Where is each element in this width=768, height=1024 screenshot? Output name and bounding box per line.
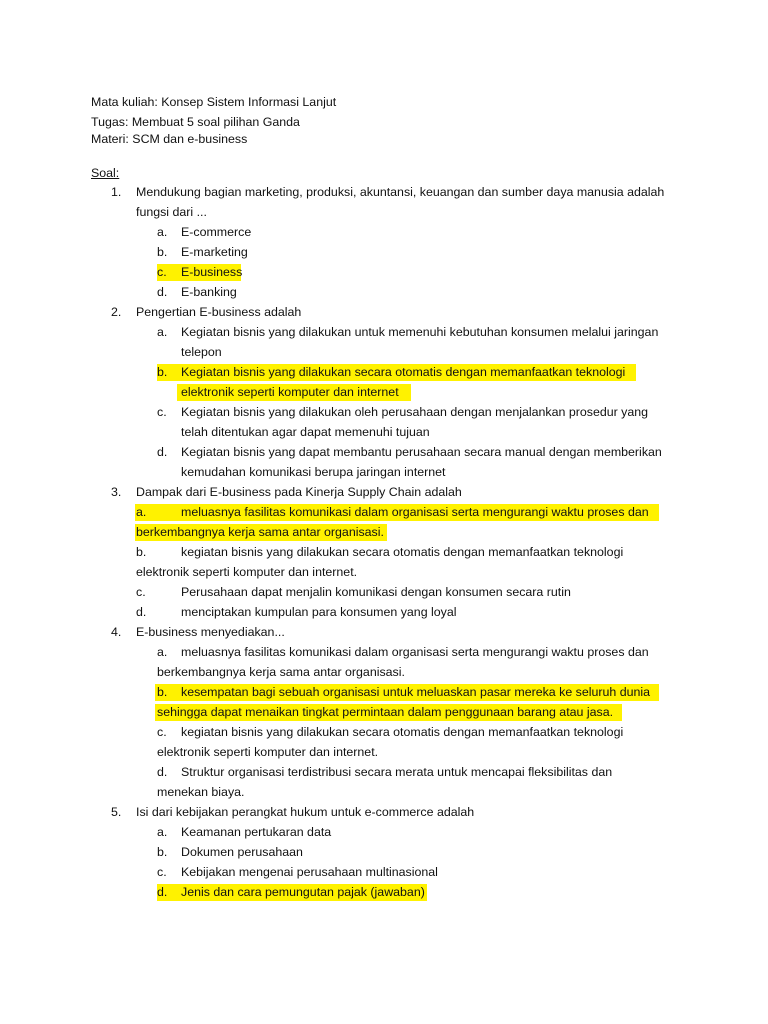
q1-option-b-letter: b. [157, 245, 168, 259]
question-1-text-line1: Mendukung bagian marketing, produksi, akuntansi, keuangan dan sumber daya manusia adalah [136, 185, 665, 199]
q2-option-a-line2: telepon [181, 345, 222, 359]
q5-option-c-letter: c. [157, 865, 167, 879]
q4-option-c-line2: elektronik seperti komputer dan internet. [157, 745, 379, 759]
q3-option-d-letter: d. [136, 605, 147, 619]
task-line: Tugas: Membuat 5 soal pilihan Ganda [91, 115, 300, 129]
q4-option-a-letter: a. [157, 645, 168, 659]
q1-option-a-text: E-commerce [181, 225, 252, 239]
q1-option-c-letter: c. [157, 265, 167, 279]
q5-option-a-letter: a. [157, 825, 168, 839]
soal-heading: Soal: [91, 166, 120, 180]
question-4-text: E-business menyediakan... [136, 625, 285, 639]
q1-option-c-text: E-business [181, 265, 243, 279]
question-1-number: 1. [111, 185, 122, 199]
q2-option-c-letter: c. [157, 405, 167, 419]
question-3-text: Dampak dari E-business pada Kinerja Supply Chain adalah [136, 485, 462, 499]
course-line: Mata kuliah: Konsep Sistem Informasi Lanjut [91, 95, 337, 109]
q3-option-a-line1: meluasnya fasilitas komunikasi dalam organisasi serta mengurangi waktu proses dan [181, 505, 649, 519]
q4-option-c-letter: c. [157, 725, 167, 739]
q2-option-a-line1: Kegiatan bisnis yang dilakukan untuk memenuhi kebutuhan konsumen melalui jaringan [181, 325, 659, 339]
q3-option-a-line2: berkembangnya kerja sama antar organisasi. [136, 525, 384, 539]
question-5-text: Isi dari kebijakan perangkat hukum untuk e-commerce adalah [136, 805, 475, 819]
q4-option-a-line2: berkembangnya kerja sama antar organisasi. [157, 665, 405, 679]
q3-option-a-letter: a. [136, 505, 147, 519]
q5-option-d-text: Jenis dan cara pemungutan pajak (jawaban) [181, 885, 425, 899]
q3-option-c-text: Perusahaan dapat menjalin komunikasi dengan konsumen secara rutin [181, 585, 571, 599]
question-4-number: 4. [111, 625, 122, 639]
q4-option-d-letter: d. [157, 765, 168, 779]
q1-option-a-letter: a. [157, 225, 168, 239]
q5-option-c-text: Kebijakan mengenai perusahaan multinasional [181, 865, 438, 879]
q1-option-d-letter: d. [157, 285, 168, 299]
q2-option-d-letter: d. [157, 445, 168, 459]
q2-option-c-line2: telah ditentukan agar dapat memenuhi tujuan [181, 425, 430, 439]
q5-option-a-text: Keamanan pertukaran data [181, 825, 332, 839]
q3-option-c-letter: c. [136, 585, 146, 599]
question-3-number: 3. [111, 485, 122, 499]
q2-option-c-line1: Kegiatan bisnis yang dilakukan oleh perusahaan dengan menjalankan prosedur yang [181, 405, 649, 419]
material-line: Materi: SCM dan e-business [91, 132, 248, 146]
q4-option-a-line1: meluasnya fasilitas komunikasi dalam organisasi serta mengurangi waktu proses dan [181, 645, 649, 659]
q4-option-d-line1: Struktur organisasi terdistribusi secara merata untuk mencapai fleksibilitas dan [181, 765, 613, 779]
q4-option-b-letter: b. [157, 685, 168, 699]
q3-option-b-line2: elektronik seperti komputer dan internet. [136, 565, 358, 579]
q5-option-b-text: Dokumen perusahaan [181, 845, 303, 859]
q4-option-b-line2: sehingga dapat menaikan tingkat permintaan dalam penggunaan barang atau jasa. [157, 705, 614, 719]
q2-option-b-letter: b. [157, 365, 168, 379]
q3-option-d-text: menciptakan kumpulan para konsumen yang loyal [181, 605, 457, 619]
q2-option-d-line1: Kegiatan bisnis yang dapat membantu perusahaan secara manual dengan memberikan [181, 445, 662, 459]
question-1-text-line2: fungsi dari ... [136, 205, 207, 219]
question-2-number: 2. [111, 305, 122, 319]
q3-option-b-line1: kegiatan bisnis yang dilakukan secara otomatis dengan memanfaatkan teknologi [181, 545, 624, 559]
q2-option-b-line1: Kegiatan bisnis yang dilakukan secara otomatis dengan memanfaatkan teknologi [181, 365, 626, 379]
q2-option-d-line2: kemudahan komunikasi berupa jaringan internet [181, 465, 446, 479]
q5-option-d-letter: d. [157, 885, 168, 899]
q2-option-a-letter: a. [157, 325, 168, 339]
q4-option-b-line1: kesempatan bagi sebuah organisasi untuk meluaskan pasar mereka ke seluruh dunia [181, 685, 651, 699]
question-5-number: 5. [111, 805, 122, 819]
q3-option-b-letter: b. [136, 545, 147, 559]
q1-option-d-text: E-banking [181, 285, 237, 299]
q5-option-b-letter: b. [157, 845, 168, 859]
q2-option-b-line2: elektronik seperti komputer dan internet [181, 385, 399, 399]
q1-option-b-text: E-marketing [181, 245, 248, 259]
q4-option-c-line1: kegiatan bisnis yang dilakukan secara otomatis dengan memanfaatkan teknologi [181, 725, 624, 739]
q4-option-d-line2: menekan biaya. [157, 785, 245, 799]
question-2-text: Pengertian E-business adalah [136, 305, 302, 319]
